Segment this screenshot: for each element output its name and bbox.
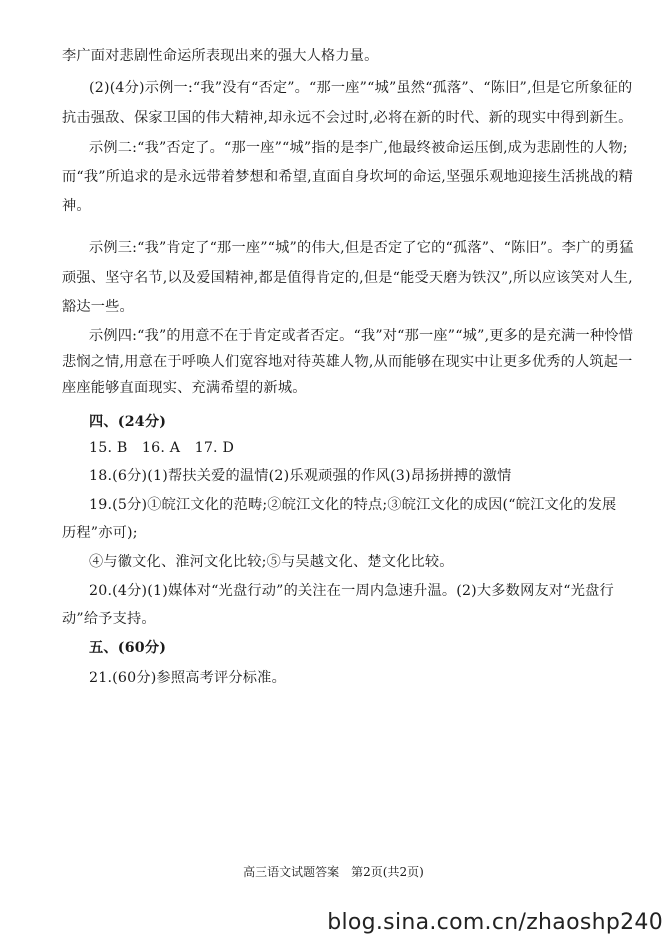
text-line: 示例二:“我”否定了。“那一座”“城”指的是李广,他最终被命运压倒,成为悲剧性的人物; [89, 140, 628, 156]
page-footer: 高三语文试题答案 第2页(共2页) [243, 865, 424, 879]
text-line: 悲悯之情,用意在于呼唤人们宽容地对待英雄人物,从而能够在现实中让更多优秀的人筑起一 [62, 354, 633, 370]
text-line: 20.(4分)(1)媒体对“光盘行动”的关注在一周内急速升温。(2)大多数网友对“光盘行 [89, 583, 614, 599]
section-heading: 五、(60分) [89, 640, 167, 656]
section-heading: 四、(24分) [89, 414, 167, 430]
text-line: 示例三:“我”肯定了“那一座”“城”的伟大,但是否定了它的“孤落”、“陈旧”。李广的勇猛 [89, 240, 634, 256]
text-line: 座座能够直面现实、充满希望的新城。 [62, 380, 307, 396]
text-line: 示例四:“我”的用意不在于肯定或者否定。“我”对“那一座”“城”,更多的是充满一种怜惜 [89, 328, 634, 344]
text-line: 李广面对悲剧性命运所表现出来的强大人格力量。 [62, 48, 379, 64]
text-line: 动”给予支持。 [62, 611, 156, 627]
text-line: (2)(4分)示例一:“我”没有“否定”。“那一座”“城”虽然“孤落”、“陈旧”,但是它所象征的 [89, 80, 633, 96]
watermark-text: blog.sina.com.cn/zhaoshp240 [327, 910, 663, 935]
text-line: 15. B 16. A 17. D [89, 440, 235, 456]
text-line: 18.(6分)(1)帮扶关爱的温情(2)乐观顽强的作风(3)昂扬拼搏的激情 [89, 468, 512, 484]
text-line: 豁达一些。 [62, 299, 134, 315]
text-line: 历程”亦可); [62, 525, 138, 541]
text-line: 21.(60分)参照高考评分标准。 [89, 670, 286, 686]
text-line: 抗击强敌、保家卫国的伟大精神,却永远不会过时,必将在新的时代、新的现实中得到新生。 [62, 110, 633, 126]
text-line: 而“我”所追求的是永远带着梦想和希望,直面自身坎坷的命运,坚强乐观地迎接生活挑战的精 [62, 169, 634, 185]
text-line: 19.(5分)①皖江文化的范畴;②皖江文化的特点;③皖江文化的成因(“皖江文化的发展 [89, 497, 617, 513]
text-line: 神。 [62, 198, 91, 214]
text-line: 顽强、坚守名节,以及爱国精神,都是值得肯定的,但是“能受天磨为铁汉”,所以应该笑对人生, [62, 270, 633, 286]
text-line: ④与徽文化、淮河文化比较;⑤与吴越文化、楚文化比较。 [89, 554, 454, 570]
